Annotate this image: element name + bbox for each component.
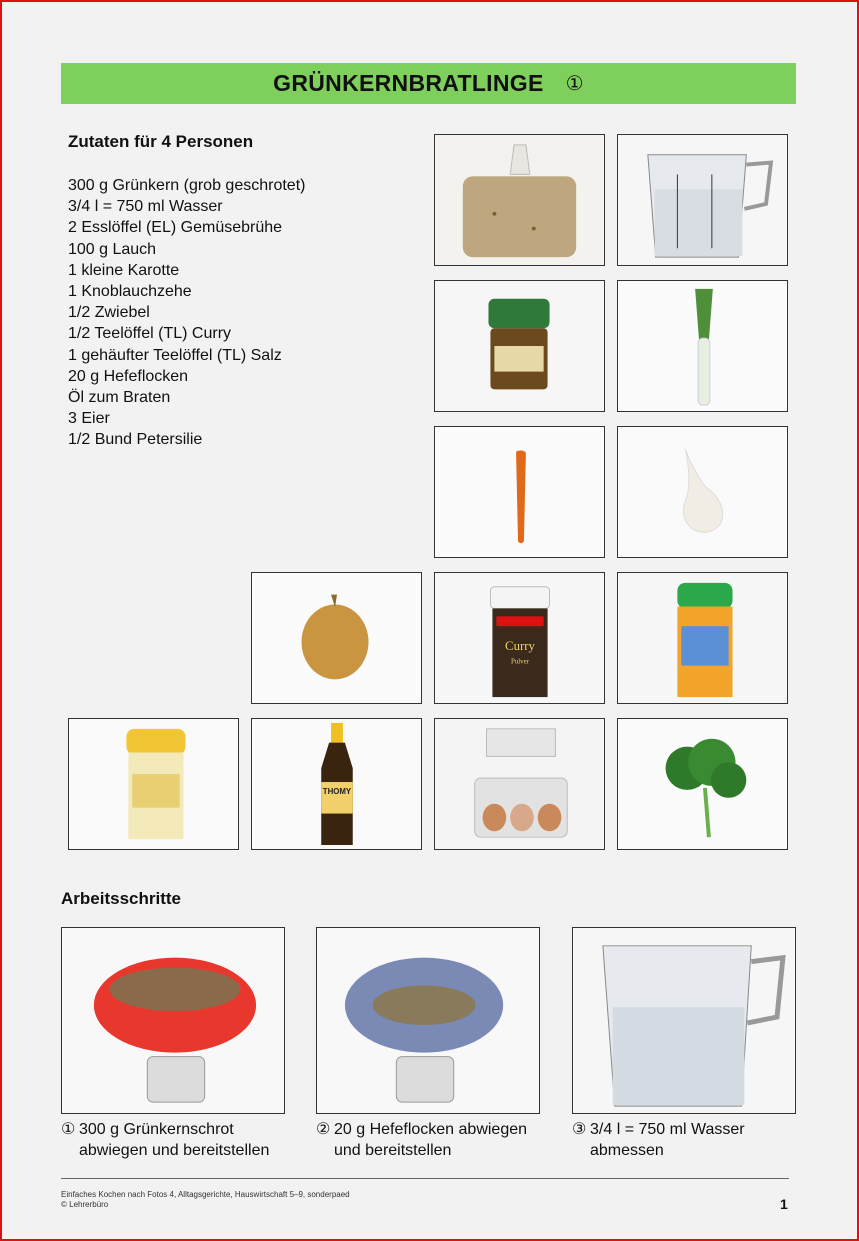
ingredients-list (68, 175, 305, 451)
salt-shaker-photo (617, 572, 788, 704)
step-2-number: ② (316, 1121, 331, 1138)
ingredient-item: 1/2 Teelöffel (TL) Curry (68, 325, 232, 343)
carrot-photo (434, 426, 605, 558)
title-bar (61, 63, 796, 104)
leek-photo (617, 280, 788, 412)
step-2-caption (316, 1119, 546, 1161)
ingredient-item: 20 g Hefeflocken (68, 367, 189, 385)
curry-shaker-photo (434, 572, 605, 704)
oil-bottle-photo (251, 718, 422, 850)
footer-source: Einfaches Kochen nach Fotos 4, Alltagsgerichte, Hauswirtschaft 5–9, sonderpaed (61, 1190, 350, 1199)
ingredient-item: 1 gehäufter Teelöffel (TL) Salz (68, 346, 282, 364)
step-1-photo (61, 927, 285, 1114)
step-1-text: 300 g Grünkernschrot abwiegen und bereitstellen (79, 1121, 270, 1159)
step-2-photo (316, 927, 540, 1114)
vegetable-broth-jar-photo (434, 280, 605, 412)
parsley-photo (617, 718, 788, 850)
ingredient-item: 1 kleine Karotte (68, 261, 180, 279)
egg-carton-photo (434, 718, 605, 850)
curry-sub-label-text: Pulver (511, 658, 529, 666)
ingredient-item: Öl zum Braten (68, 389, 171, 407)
title-number: ① (565, 73, 584, 95)
footer-copyright: © Lehrerbüro (61, 1200, 109, 1209)
yeast-flakes-shaker-photo (68, 718, 239, 850)
ingredient-item: 1 Knoblauchzehe (68, 283, 192, 301)
step-3-photo (572, 927, 796, 1114)
ingredient-item: 300 g Grünkern (grob geschrotet) (68, 177, 306, 194)
curry-label-text: Curry (505, 638, 535, 653)
step-1-number: ① (61, 1121, 76, 1138)
onion-photo (251, 572, 422, 704)
page-number: 1 (780, 1196, 788, 1212)
footer (61, 1190, 350, 1210)
step-3-caption (572, 1119, 802, 1161)
ingredient-item: 100 g Lauch (68, 240, 157, 258)
step-2-text: 20 g Hefeflocken abwiegen und bereitstellen (334, 1121, 528, 1159)
ingredient-item: 3 Eier (68, 410, 110, 428)
ingredient-item: 3/4 l = 750 ml Wasser (68, 198, 223, 216)
step-3-number: ③ (572, 1121, 587, 1138)
oil-brand-text: THOMY (322, 786, 352, 796)
ingredient-item: 1/2 Zwiebel (68, 304, 150, 322)
ingredient-item: 1/2 Bund Petersilie (68, 431, 203, 449)
page-title: GRÜNKERNBRATLINGE (273, 70, 544, 96)
footer-divider (61, 1178, 789, 1179)
ingredient-item: 2 Esslöffel (EL) Gemüsebrühe (68, 219, 283, 237)
ingredients-heading: Zutaten für 4 Personen (68, 132, 254, 151)
steps-heading: Arbeitsschritte (61, 889, 181, 908)
step-1-caption (61, 1119, 291, 1161)
garlic-photo (617, 426, 788, 558)
measuring-jug-photo (617, 134, 788, 266)
step-3-text: 3/4 l = 750 ml Wasser abmessen (590, 1121, 745, 1159)
grain-bag-photo (434, 134, 605, 266)
